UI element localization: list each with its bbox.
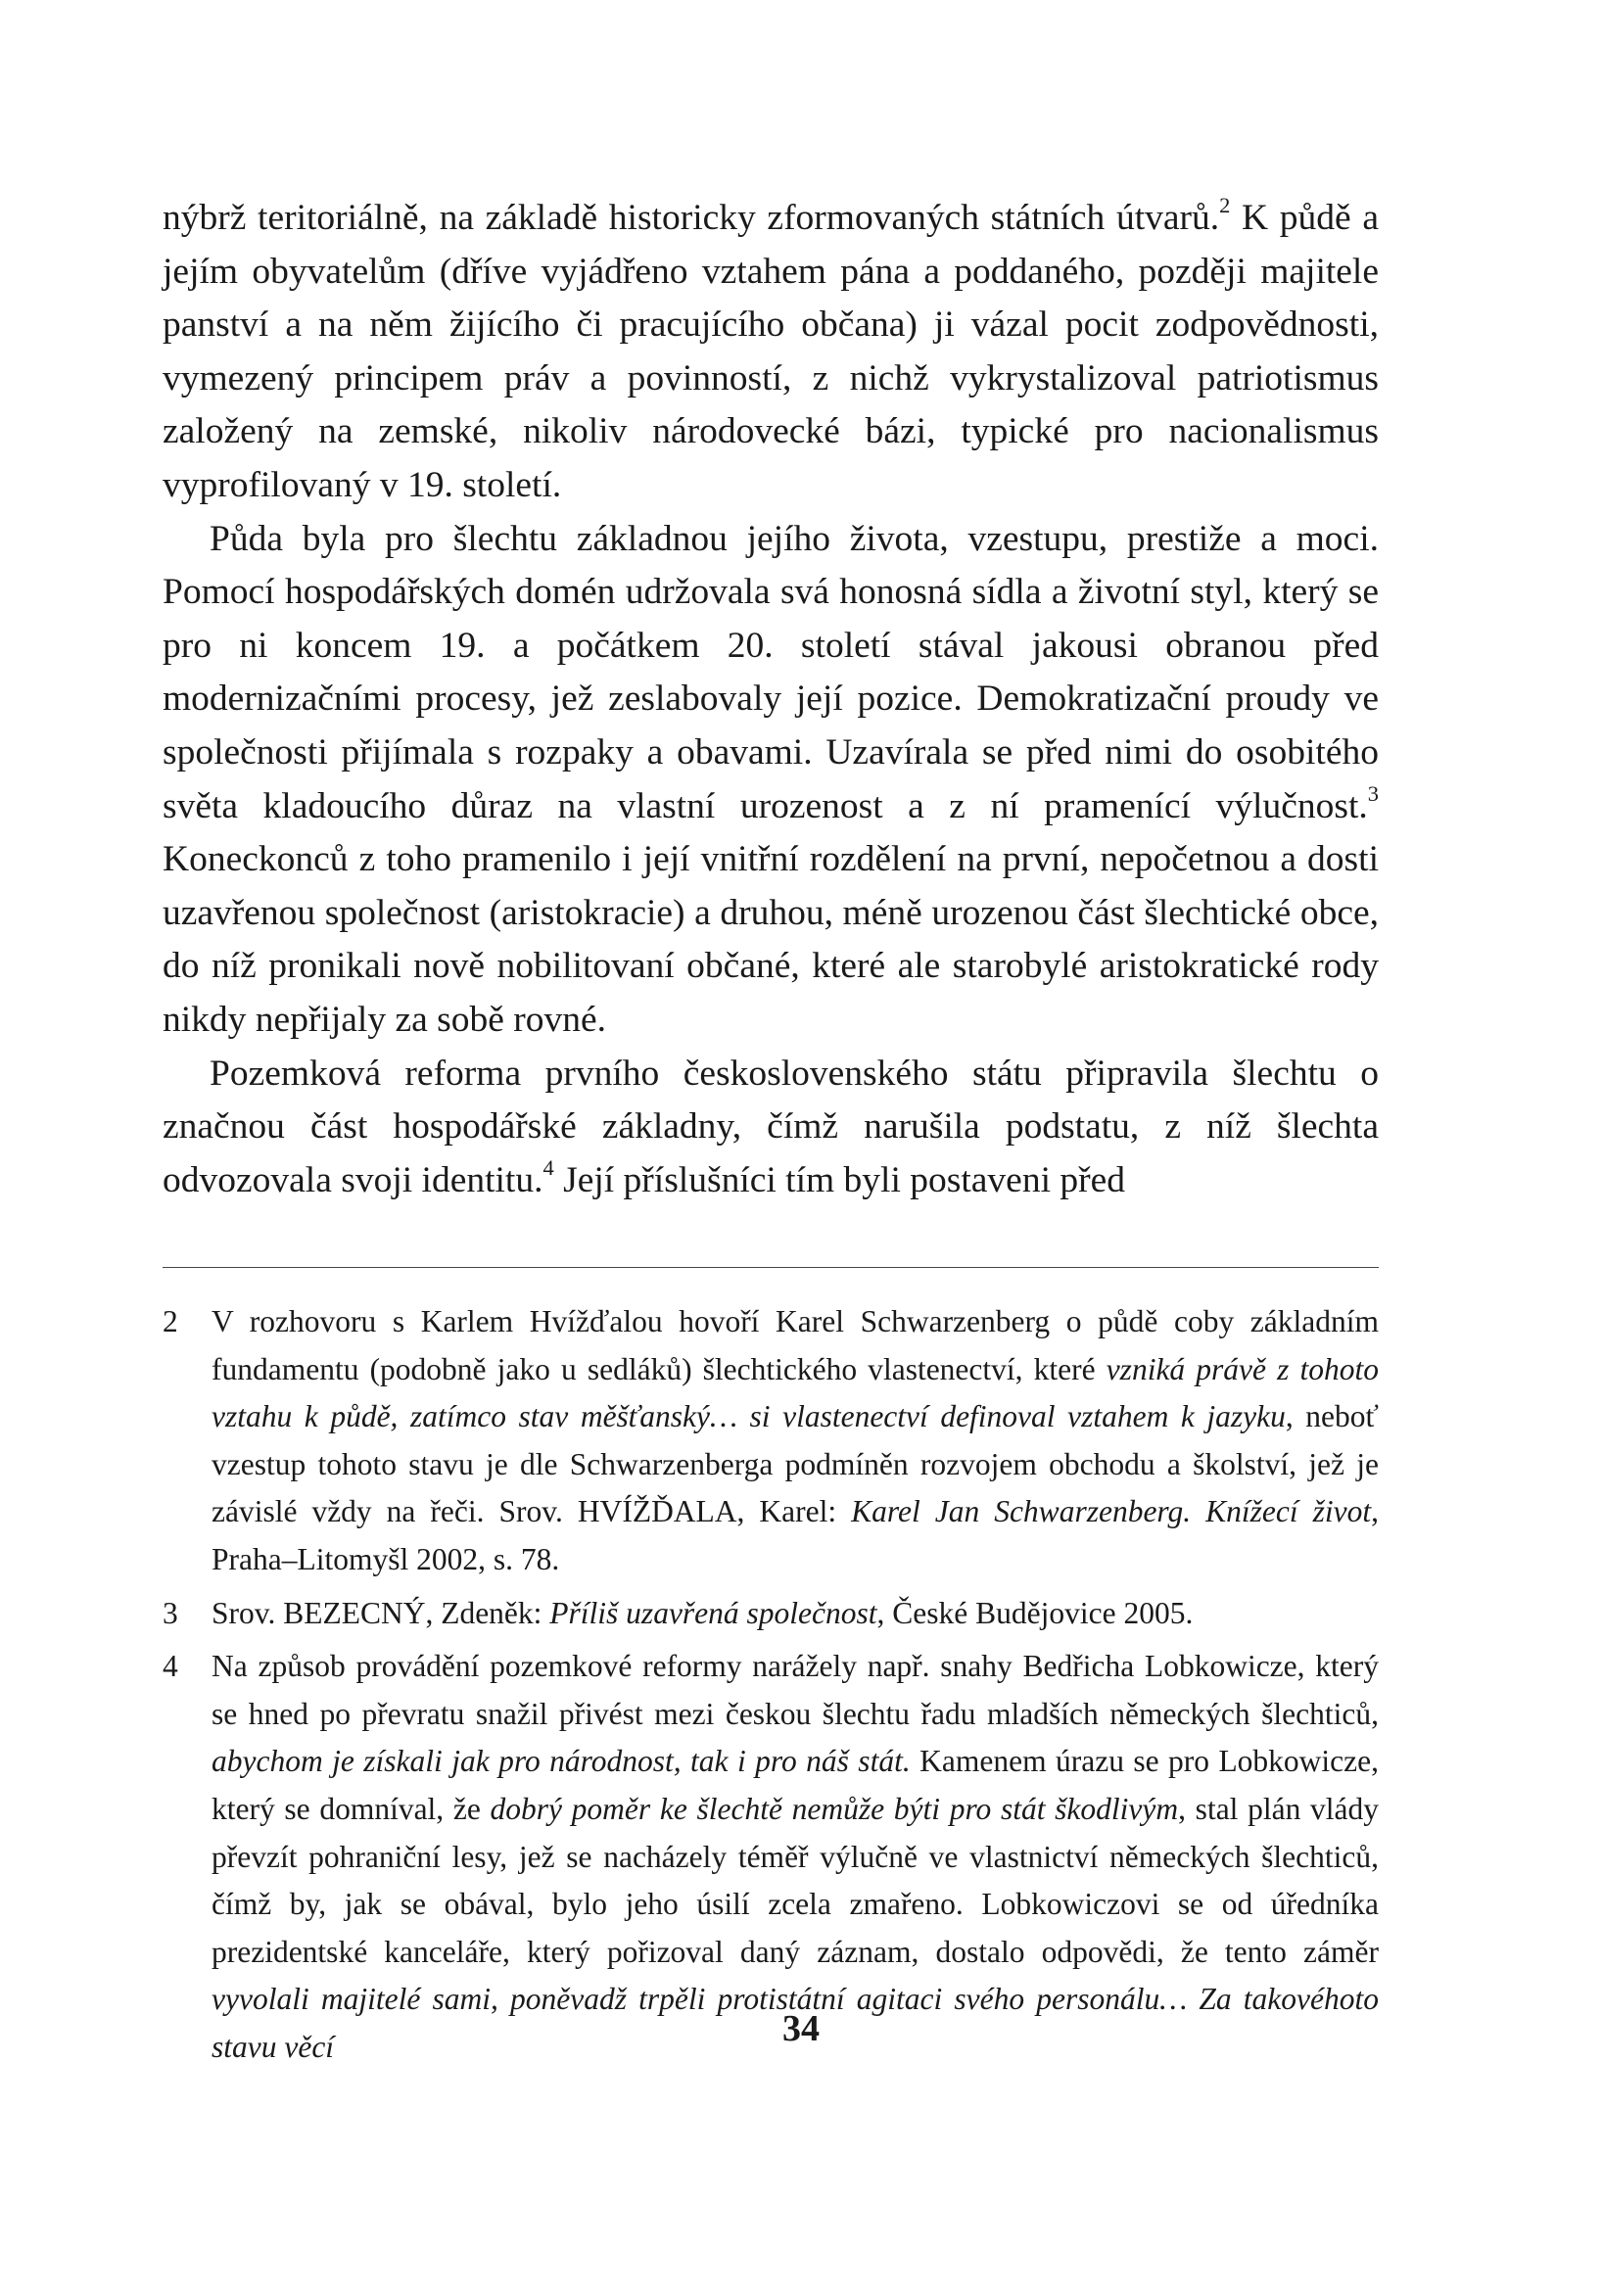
text-run: Srov. BEZECNÝ, Zdeněk:	[212, 1595, 550, 1630]
text-run: Na způsob provádění pozemkové reformy narážely např. snahy Bedřicha Lobkowicze, který se hned po převratu snažil přivést mezi českou šlechtu řadu mladších německých šlechticů,	[212, 1649, 1379, 1731]
text-run: Kamenem úrazu se pro Lobkowicze, který se domníval, že	[212, 1744, 1380, 1826]
text-run: Pozemková reforma prvního československého státu připravila šlechtu o značnou část hospodářské základny, čímž narušila podstatu, z níž šlechta odvozovala svoji identitu.	[163, 1053, 1379, 1200]
footnote-number: 2	[163, 1304, 178, 1338]
book-title: Příliš uzavřená společnost	[549, 1595, 877, 1630]
text-run: , neboť vzestup tohoto stavu je dle Schwarzenberga podmíněn rozvojem obchodu a školství, jež je závislé vždy na řeči. Srov. HVÍŽĎALA, Karel:	[212, 1399, 1379, 1529]
footnote-number: 3	[163, 1595, 178, 1630]
paragraph-3	[163, 1048, 1379, 1208]
footnote-ref-2[interactable]: 2	[1219, 193, 1231, 218]
text-run: Koneckonců z toho pramenilo i její vnitřní rozdělení na první, nepočetnou a dosti uzavřenou společnost (aristokracie) a druhou, méně urozenou část šlechtické obce, do níž pronikali nově nobilitovaní občané, které ale starobylé aristokratické rody nikdy nepřijaly za sobě rovné.	[163, 839, 1379, 1040]
paragraph-1	[163, 192, 1379, 513]
footnote-2	[163, 1298, 1379, 1584]
body-text	[163, 192, 1379, 1207]
text-run: Půda byla pro šlechtu základnou jejího života, vzestupu, prestiže a moci. Pomocí hospodářských domén udržovala svá honosná sídla a životní styl, který se pro ni koncem 19. a počátkem 20. století stával jakousi obranou před modernizačními procesy, jež zeslabovaly její pozice. Demokratizační proudy ve společnosti přijímala s rozpaky a obavami. Uzavírala se před nimi do osobitého světa kladoucího důraz na vlastní urozenost a z ní pramenící výlučnost.	[163, 518, 1379, 826]
text-run: nýbrž teritoriálně, na základě historicky zformovaných státních útvarů.	[163, 198, 1220, 238]
italic-quote: vzniká právě z tohoto vztahu k půdě, zatímco stav měšťanský… si vlastenectví definoval vztahem k jazyku	[212, 1351, 1379, 1434]
footnote-ref-4[interactable]: 4	[542, 1154, 554, 1180]
page-number: 34	[782, 2008, 820, 2049]
footnote-number: 4	[163, 1649, 178, 1684]
footnote-separator	[163, 1267, 1379, 1268]
footnote-3	[163, 1590, 1379, 1638]
text-run: K půdě a jejím obyvatelům (dříve vyjádřeno vztahem pána a poddaného, později majitele panství a na něm žijícího či pracujícího občana) ji vázal pocit zodpovědnosti, vymezený principem práv a povinností, z nichž vykrystalizoval patriotismus založený na zemské, nikoliv národovecké bázi, typické pro nacionalismus vyprofilovaný v 19. století.	[163, 198, 1379, 505]
italic-quote: dobrý poměr ke šlechtě nemůže býti pro stát škodlivým	[490, 1791, 1179, 1826]
text-run: V rozhovoru s Karlem Hvížďalou hovoří Karel Schwarzenberg o půdě coby základním fundamentu (podobně jako u sedláků) šlechtického vlastenectví, které	[212, 1304, 1379, 1386]
book-title: Karel Jan Schwarzenberg. Knížecí život	[851, 1494, 1372, 1529]
footnotes	[163, 1298, 1379, 2078]
text-run: Její příslušníci tím byli postaveni před	[553, 1159, 1125, 1200]
text-run: , Praha–Litomyšl 2002, s. 78.	[212, 1494, 1379, 1576]
footnote-text	[212, 1590, 1379, 1638]
italic-quote: vyvolali majitelé sami, poněvadž trpěli protistátní agitaci svého personálu… Za takovéhoto stavu věcí	[212, 1982, 1379, 2064]
footnote-text	[212, 1298, 1379, 1584]
italic-quote: abychom je získali jak pro národnost, tak i pro náš stát.	[212, 1744, 911, 1779]
paragraph-2	[163, 513, 1379, 1048]
text-run: , České Budějovice 2005.	[876, 1595, 1194, 1630]
text-run: , stal plán vlády převzít pohraniční lesy, jež se nacházely téměř výlučně ve vlastnictví německých šlechticů, čímž by, jak se obával, bylo jeho úsilí zcela zmařeno. Lobkowiczovi se od úředníka prezidentské kanceláře, který pořizoval daný záznam, dostalo odpovědi, že tento záměr	[212, 1791, 1379, 1969]
footnote-ref-3[interactable]: 3	[1367, 780, 1379, 806]
